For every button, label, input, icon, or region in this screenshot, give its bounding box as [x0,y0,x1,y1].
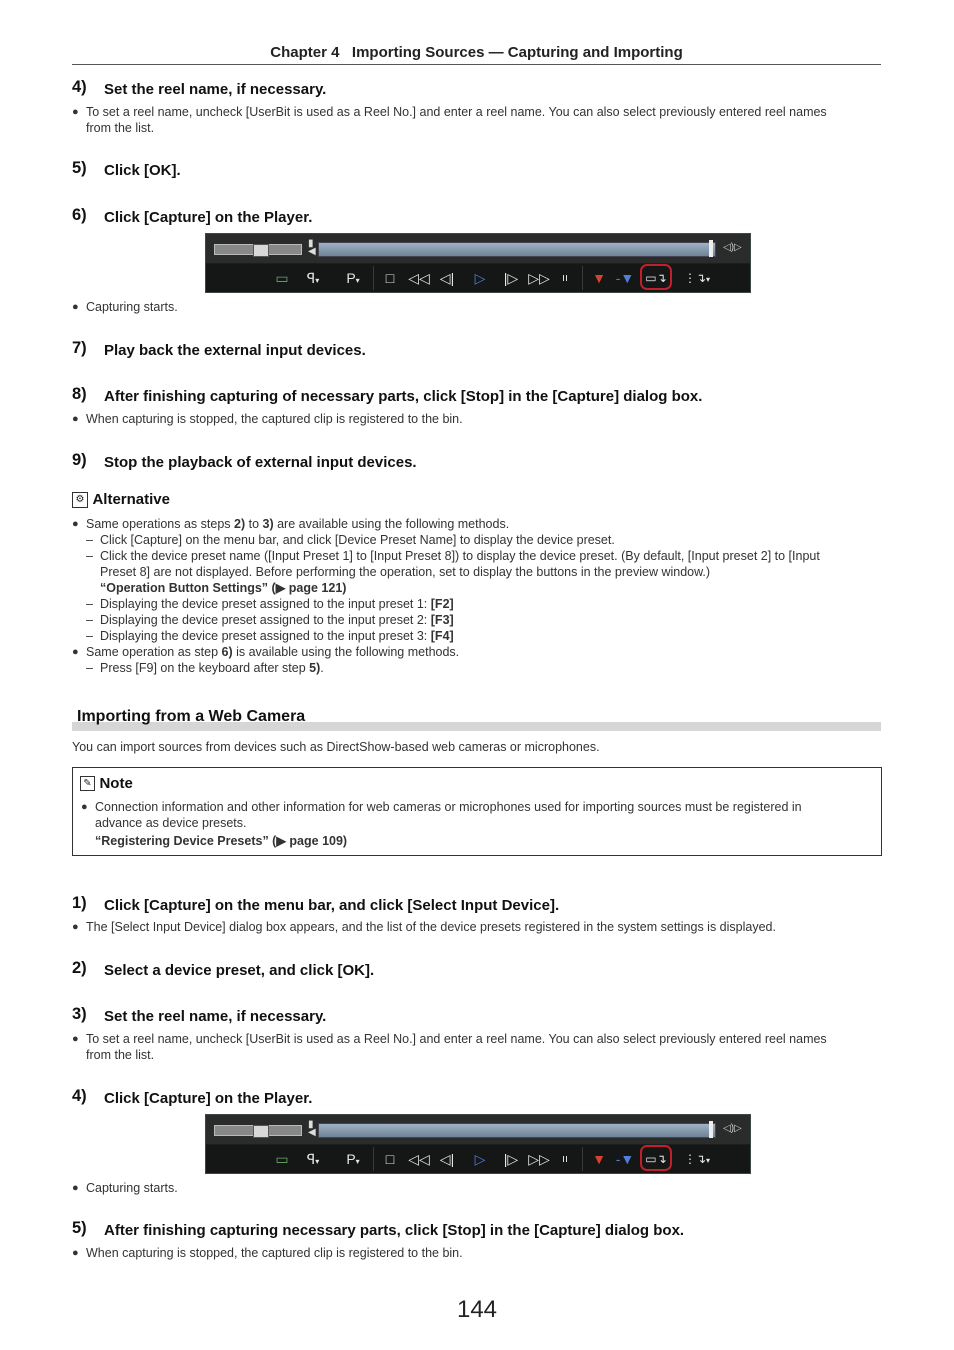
dash-item [72,660,872,676]
set-out-icon[interactable]: -▼ [615,1151,635,1167]
step-text: Click [Capture] on the Player. [104,209,313,226]
step-number: 4) [72,1087,87,1105]
player-controls [206,1145,750,1173]
dash-icon: – [86,613,93,627]
player-timeline-bar [206,234,750,263]
bullet-item [72,516,872,532]
bullet-text: are available using the following methods. [273,517,510,531]
bullet-text: Connection information and other information for web cameras or microphones used for importing sources must be registered in [95,800,802,814]
dash-text: Press [F9] on the keyboard after step [100,661,310,675]
mark-in-icon[interactable]: ꟼ▾ [306,1151,320,1167]
audio-monitor-icon[interactable]: ◁)▷ [723,242,742,253]
bullet-dot-icon: ● [72,518,79,530]
bullet-text: Same operation as step [86,645,222,659]
bullet-text: When capturing is stopped, the captured clip is registered to the bin. [86,412,463,426]
pause-icon[interactable]: ıı [561,1153,569,1165]
play-icon[interactable]: ▷ [474,1151,486,1167]
bullet-text: to [245,517,263,531]
step-text: Stop the playback of external input devices. [104,454,417,471]
step-number: 6) [72,206,87,224]
step-text: Set the reel name, if necessary. [104,1008,327,1025]
rewind-icon[interactable]: ◁◁ [408,1151,430,1167]
reference-text: “Operation Button Settings” ( [100,581,276,595]
step-text: Click [OK]. [104,162,181,179]
set-in-icon[interactable]: ▼ [592,270,606,286]
bullet-dot-icon: ● [72,1247,79,1259]
player-toolbar [205,233,751,293]
step-back-icon[interactable]: ◁| [439,1151,455,1167]
dash-text: Displaying the device preset assigned to the input preset 1: [100,597,431,611]
dash-text: Click the device preset name ([Input Preset 1] to [Input Preset 8]) to display the device preset. (By default, [Input preset 2] to [Input [100,549,820,563]
alternative-heading [72,491,170,509]
dash-text: . [320,661,324,675]
dash-text: Displaying the device preset assigned to the input preset 2: [100,613,431,627]
dash-icon: – [86,597,93,611]
mark-clip-icon[interactable]: ▭ [275,1151,289,1167]
in-marker-icon: ▮ ◀ [308,238,316,257]
cross-reference-link[interactable] [95,833,871,849]
bullet-item [72,1180,872,1196]
note-title: Note [99,775,133,792]
shortcut-key: [F2] [430,597,454,611]
section-title: Importing from a Web Camera [77,708,306,725]
step-text: After finishing capturing of necessary parts, click [Stop] in the [Capture] dialog box. [104,388,703,405]
set-out-icon[interactable]: -▼ [615,270,635,286]
bullet-text: Capturing starts. [86,1181,178,1195]
step-text: Select a device preset, and click [OK]. [104,962,375,979]
dash-text: Click [Capture] on the menu bar, and click [Device Preset Name] to display the device preset. [100,533,615,547]
step-forward-icon[interactable]: |▷ [503,1151,519,1167]
bullet-item [72,919,872,935]
bullet-item [72,644,872,660]
bullet-text: To set a reel name, uncheck [UserBit is used as a Reel No.] and enter a reel name. You can also select previously entered reel names [86,1032,827,1046]
step-text: Click [Capture] on the Player. [104,1090,313,1107]
step-text: After finishing capturing necessary parts, click [Stop] in the [Capture] dialog box. [104,1222,685,1239]
bullet-dot-icon: ● [72,106,79,118]
mark-out-icon[interactable]: P▾ [346,1151,360,1167]
bullet-text: Capturing starts. [86,300,178,314]
bullet-text: from the list. [86,1048,155,1062]
dash-icon: – [86,629,93,643]
rewind-icon[interactable]: ◁◁ [408,270,430,286]
shortcut-key: [F3] [430,613,454,627]
batch-icon[interactable]: ⋮↴▾ [683,271,711,285]
player-controls [206,264,750,292]
step-text: Set the reel name, if necessary. [104,81,327,98]
stop-icon[interactable]: □ [385,270,395,286]
play-icon[interactable]: ▷ [474,270,486,286]
separator [373,1147,374,1171]
bullet-dot-icon: ● [72,301,79,313]
zoom-slider[interactable] [214,244,302,255]
dash-text: Displaying the device preset assigned to the input preset 3: [100,629,431,643]
separator [582,1147,583,1171]
bullet-item [72,104,872,136]
set-in-icon[interactable]: ▼ [592,1151,606,1167]
in-marker-icon: ▮ ◀ [308,1119,316,1138]
alternative-title: Alternative [92,491,170,508]
chapter-header [72,44,881,65]
step-ref: 6) [221,645,233,659]
bullet-dot-icon: ● [72,413,79,425]
bullet-text: When capturing is stopped, the captured clip is registered to the bin. [86,1246,463,1260]
section-intro: You can import sources from devices such as DirectShow-based web cameras or microphones. [72,740,600,754]
bullet-dot-icon: ● [81,801,88,813]
step-ref: 3) [262,517,274,531]
capture-icon[interactable]: ▭↴ [645,271,667,285]
step-number: 5) [72,159,87,177]
step-number: 5) [72,1219,87,1237]
step-number: 1) [72,894,87,912]
step-number: 9) [72,451,87,469]
dash-text: Preset 8] are not displayed. Before performing the operation, set to display the buttons in the preview window.) [100,565,711,579]
step-back-icon[interactable]: ◁| [439,270,455,286]
capture-icon[interactable]: ▭↴ [645,1152,667,1166]
bullet-item [72,1245,872,1261]
bullet-item [72,299,872,315]
step-number: 7) [72,339,87,357]
step-ref: 2) [234,517,246,531]
reference-page: page 109) [285,834,348,848]
mark-clip-icon[interactable]: ▭ [275,270,289,286]
slider-knob[interactable] [253,244,269,257]
chapter-title: Chapter 4 Importing Sources — Capturing and Importing [270,44,683,61]
arrow-right-icon: ▶ [276,834,286,848]
fast-forward-icon[interactable]: ▷▷ [528,270,550,286]
player-timeline[interactable] [318,1123,716,1138]
page-number: 144 [456,1296,498,1323]
player-timeline[interactable] [318,242,716,257]
bullet-item [72,1031,872,1063]
bullet-item [72,411,872,427]
batch-icon[interactable]: ⋮↴▾ [683,1152,711,1166]
bullet-dot-icon: ● [72,1182,79,1194]
out-marker-icon [709,240,713,257]
dash-icon: – [86,549,93,563]
dash-item [72,548,872,596]
note-heading [80,775,133,793]
audio-monitor-icon[interactable]: ◁)▷ [723,1123,742,1134]
alternative-list [72,516,872,676]
pause-icon[interactable]: ıı [561,272,569,284]
dash-item [72,612,872,628]
player-toolbar [205,1114,751,1174]
stop-icon[interactable]: □ [385,1151,395,1167]
dash-item [72,532,872,548]
bullet-dot-icon: ● [72,646,79,658]
bullet-text: advance as device presets. [95,816,247,830]
separator [582,266,583,290]
mark-in-icon[interactable]: ꟼ▾ [306,270,320,286]
step-number: 8) [72,385,87,403]
alternative-icon: ⚙ [72,492,88,508]
bullet-item [81,799,871,849]
slider-knob[interactable] [253,1125,269,1138]
reference-page: page 121) [285,581,347,595]
separator [373,266,374,290]
step-text: Play back the external input devices. [104,342,366,359]
arrow-right-icon: ▶ [275,581,286,595]
bullet-text: from the list. [86,121,155,135]
step-text: Click [Capture] on the menu bar, and click [Select Input Device]. [104,897,560,914]
shortcut-key: [F4] [430,629,454,643]
player-timeline-bar [206,1115,750,1144]
step-number: 3) [72,1005,87,1023]
bullet-text: To set a reel name, uncheck [UserBit is used as a Reel No.] and enter a reel name. You can also select previously entered reel names [86,105,827,119]
zoom-slider[interactable] [214,1125,302,1136]
dash-item [72,596,872,612]
mark-out-icon[interactable]: P▾ [346,270,360,286]
dash-item [72,628,872,644]
note-icon: ✎ [80,776,95,791]
note-box [72,767,882,856]
bullet-text: Same operations as steps [86,517,234,531]
step-ref: 5) [309,661,321,675]
bullet-text: The [Select Input Device] dialog box appears, and the list of the device presets registered in the system settings is displayed. [86,920,776,934]
bullet-dot-icon: ● [72,1033,79,1045]
bullet-text: is available using the following methods. [232,645,460,659]
cross-reference-link[interactable] [100,580,872,596]
dash-icon: – [86,661,93,675]
out-marker-icon [709,1121,713,1138]
step-number: 2) [72,959,87,977]
step-forward-icon[interactable]: |▷ [503,270,519,286]
step-number: 4) [72,78,87,96]
dash-icon: – [86,533,93,547]
reference-text: “Registering Device Presets” ( [95,834,277,848]
bullet-dot-icon: ● [72,921,79,933]
fast-forward-icon[interactable]: ▷▷ [528,1151,550,1167]
